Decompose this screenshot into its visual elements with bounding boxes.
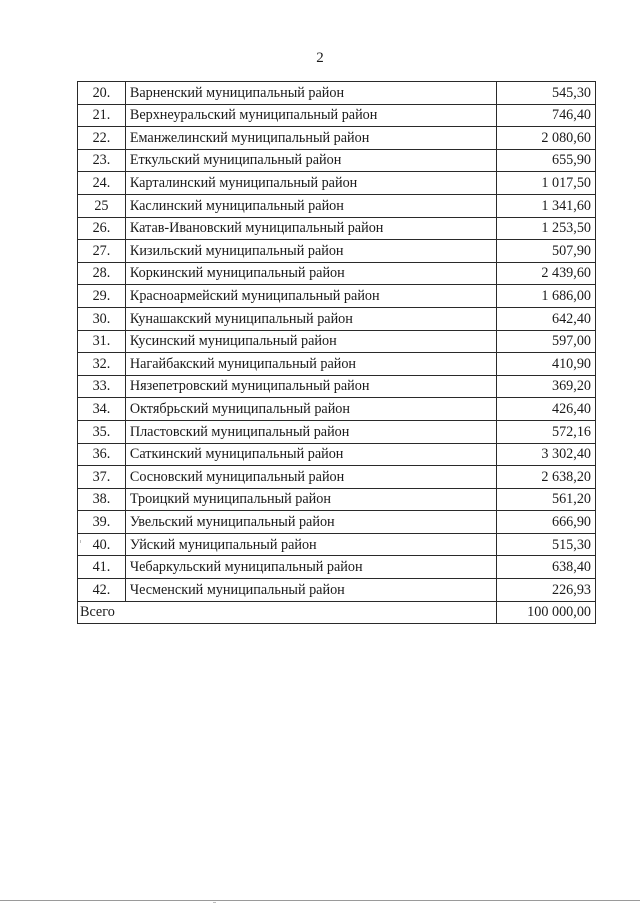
district-name: Пластовский муниципальный район	[125, 420, 496, 443]
amount-value: 1 686,00	[497, 285, 596, 308]
table-row	[78, 353, 596, 376]
table-row	[78, 466, 596, 489]
page-number: 2	[316, 50, 324, 66]
amount-value: 507,90	[497, 240, 596, 263]
district-name: Верхнеуральский муниципальный район	[125, 104, 496, 127]
district-name: Варненский муниципальный район	[125, 82, 496, 105]
district-name: Красноармейский муниципальный район	[125, 285, 496, 308]
amount-value: 666,90	[497, 511, 596, 534]
row-number: 35.	[78, 420, 126, 443]
amount-value: 572,16	[497, 420, 596, 443]
row-number: 34.	[78, 398, 126, 421]
district-name: Уйский муниципальный район	[125, 533, 496, 556]
row-number: 40.	[78, 533, 126, 556]
row-number: 41.	[78, 556, 126, 579]
amount-value: 426,40	[497, 398, 596, 421]
row-number: 37.	[78, 466, 126, 489]
amount-value: 561,20	[497, 488, 596, 511]
table-row	[78, 330, 596, 353]
table-row	[78, 307, 596, 330]
amount-value: 226,93	[497, 579, 596, 602]
row-number: 27.	[78, 240, 126, 263]
district-name: Каслинский муниципальный район	[125, 194, 496, 217]
district-name: Чебаркульский муниципальный район	[125, 556, 496, 579]
district-name: Коркинский муниципальный район	[125, 262, 496, 285]
table-row	[78, 82, 596, 105]
row-number: 23.	[78, 149, 126, 172]
row-number: 32.	[78, 353, 126, 376]
table-row	[78, 443, 596, 466]
amount-value: 1 017,50	[497, 172, 596, 195]
district-name: Троицкий муниципальный район	[125, 488, 496, 511]
row-number: 33.	[78, 375, 126, 398]
table-row	[78, 194, 596, 217]
district-name: Октябрьский муниципальный район	[125, 398, 496, 421]
table-row	[78, 149, 596, 172]
amount-value: 545,30	[497, 82, 596, 105]
row-number: 28.	[78, 262, 126, 285]
table-row	[78, 488, 596, 511]
table-row	[78, 240, 596, 263]
district-name: Саткинский муниципальный район	[125, 443, 496, 466]
amount-value: 515,30	[497, 533, 596, 556]
amount-value: 3 302,40	[497, 443, 596, 466]
table-row	[78, 217, 596, 240]
scan-mark	[80, 540, 81, 543]
table-row	[78, 262, 596, 285]
table-row	[78, 375, 596, 398]
table-row	[78, 579, 596, 602]
amount-value: 638,40	[497, 556, 596, 579]
row-number: 42.	[78, 579, 126, 602]
district-name: Увельский муниципальный район	[125, 511, 496, 534]
scan-mark	[213, 902, 216, 903]
total-label: Всего	[78, 601, 497, 624]
amount-value: 2 439,60	[497, 262, 596, 285]
district-name: Сосновский муниципальный район	[125, 466, 496, 489]
amount-value: 1 253,50	[497, 217, 596, 240]
row-number: 31.	[78, 330, 126, 353]
amount-value: 410,90	[497, 353, 596, 376]
scan-edge-line	[0, 900, 640, 901]
table-row	[78, 420, 596, 443]
row-number: 38.	[78, 488, 126, 511]
district-name: Нязепетровский муниципальный район	[125, 375, 496, 398]
table-row	[78, 398, 596, 421]
row-number: 29.	[78, 285, 126, 308]
district-name: Еманжелинский муниципальный район	[125, 127, 496, 150]
row-number: 22.	[78, 127, 126, 150]
amount-value: 597,00	[497, 330, 596, 353]
table-row	[78, 104, 596, 127]
amount-value: 2 638,20	[497, 466, 596, 489]
row-number: 30.	[78, 307, 126, 330]
amount-value: 369,20	[497, 375, 596, 398]
table-row	[78, 533, 596, 556]
amount-value: 2 080,60	[497, 127, 596, 150]
row-number: 21.	[78, 104, 126, 127]
allocation-table	[77, 81, 596, 624]
district-name: Карталинский муниципальный район	[125, 172, 496, 195]
total-value: 100 000,00	[497, 601, 596, 624]
row-number: 39.	[78, 511, 126, 534]
table-row	[78, 127, 596, 150]
row-number: 24.	[78, 172, 126, 195]
district-name: Чесменский муниципальный район	[125, 579, 496, 602]
amount-value: 655,90	[497, 149, 596, 172]
district-name: Кусинский муниципальный район	[125, 330, 496, 353]
amount-value: 642,40	[497, 307, 596, 330]
district-name: Еткульский муниципальный район	[125, 149, 496, 172]
district-name: Катав-Ивановский муниципальный район	[125, 217, 496, 240]
amount-value: 1 341,60	[497, 194, 596, 217]
table-row	[78, 556, 596, 579]
table-body	[78, 82, 596, 624]
district-name: Нагайбакский муниципальный район	[125, 353, 496, 376]
district-name: Кизильский муниципальный район	[125, 240, 496, 263]
district-name: Кунашакский муниципальный район	[125, 307, 496, 330]
row-number: 20.	[78, 82, 126, 105]
row-number: 36.	[78, 443, 126, 466]
table-row	[78, 172, 596, 195]
row-number: 25	[78, 194, 126, 217]
total-row	[78, 601, 596, 624]
amount-value: 746,40	[497, 104, 596, 127]
row-number: 26.	[78, 217, 126, 240]
table-row	[78, 511, 596, 534]
table-row	[78, 285, 596, 308]
